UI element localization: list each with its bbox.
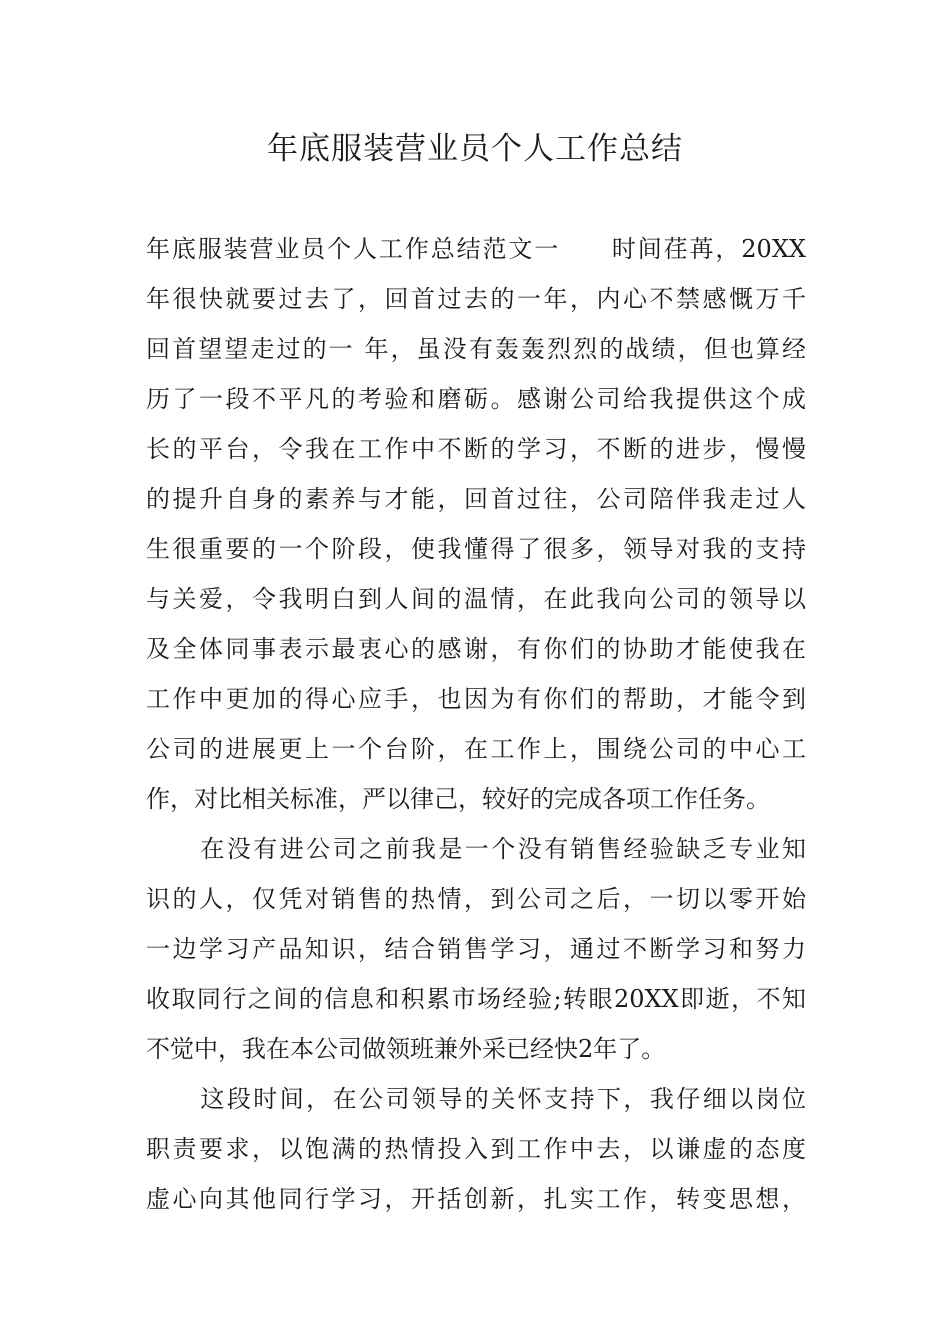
text-line: 收取同行之间的信息和积累市场经验;转眼20XX即逝，不知: [146, 985, 806, 1013]
text-line: 不觉中，我在本公司做领班兼外采已经快2年了。: [146, 1035, 666, 1063]
text-line-content: 这段时间，在公司领导的关怀支持下，我仔细以岗位: [198, 1085, 806, 1113]
text-line: 的提升自身的素养与才能，回首过往，公司陪伴我走过人: [146, 485, 806, 513]
text-line: 工作中更加的得心应手，也因为有你们的帮助，才能令到: [146, 685, 806, 713]
text-line: 公司的进展更上一个台阶，在工作上，围绕公司的中心工: [146, 735, 806, 763]
text-line: 生很重要的一个阶段，使我懂得了很多，领导对我的支持: [146, 535, 806, 563]
text-line: 年底服装营业员个人工作总结范文一 时间荏苒，20XX: [146, 235, 806, 263]
text-line: 职责要求，以饱满的热情投入到工作中去，以谦虚的态度: [146, 1135, 806, 1163]
text-line: 作，对比相关标准，严以律己，较好的完成各项工作任务。: [146, 785, 770, 813]
text-line: 年很快就要过去了，回首过去的一年，内心不禁感慨万千: [146, 285, 806, 313]
text-line: [146, 824, 806, 874]
text-line: 及全体同事表示最衷心的感谢，有你们的协助才能使我在: [146, 635, 806, 663]
text-line: [146, 1074, 806, 1124]
text-line: 虚心向其他同行学习，开括创新，扎实工作，转变思想，: [146, 1185, 806, 1213]
text-line: 历了一段不平凡的考验和磨砺。感谢公司给我提供这个成: [146, 385, 806, 413]
document-title: 年底服装营业员个人工作总结: [267, 131, 683, 167]
paragraph-1: [146, 224, 806, 824]
text-line: 长的平台，令我在工作中不断的学习，不断的进步，慢慢: [146, 435, 806, 463]
text-line-content: 在没有进公司之前我是一个没有销售经验缺乏专业知: [198, 835, 806, 863]
paragraph-2: [146, 824, 806, 1074]
text-line: 一边学习产品知识，结合销售学习，通过不断学习和努力: [146, 935, 806, 963]
text-line: 与关爱，令我明白到人间的温情，在此我向公司的领导以: [146, 585, 806, 613]
paragraph-3: [146, 1074, 806, 1224]
text-line: 回首望望走过的一 年，虽没有轰轰烈烈的战绩，但也算经: [146, 335, 806, 363]
text-line: 识的人，仅凭对销售的热情，到公司之后，一切以零开始: [146, 885, 806, 913]
document-body: [146, 224, 806, 1224]
